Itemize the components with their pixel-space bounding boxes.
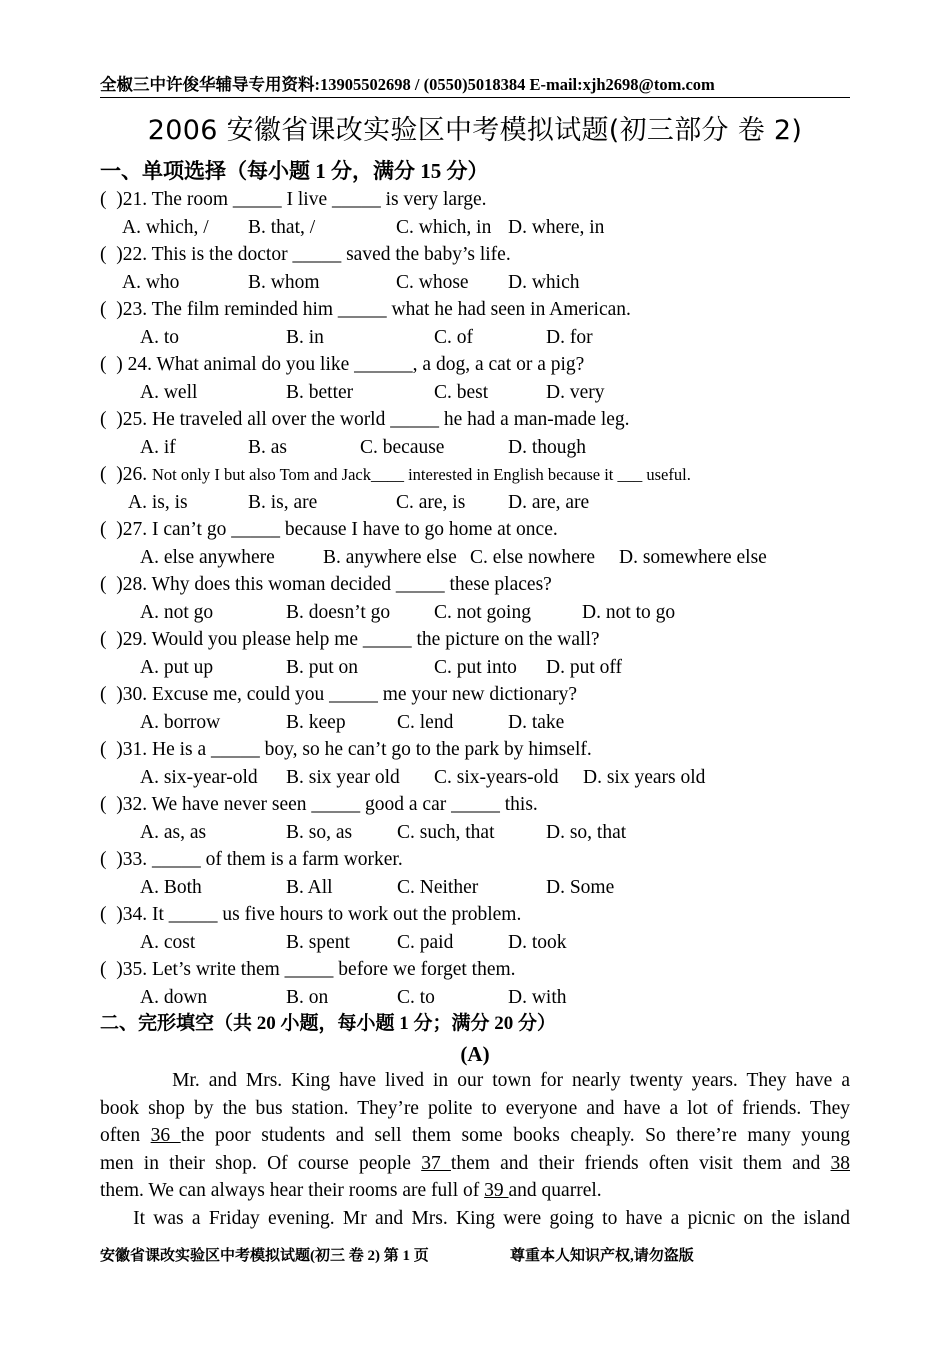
passage-text: the poor students and sell them some books cheaply. So there’re many young [180,1125,850,1146]
option-d: D. took [508,931,567,953]
option-b: B. anywhere else [323,546,457,568]
option-a: A. down [140,986,208,1008]
question-stem [100,461,850,489]
option-a: A. which, / [122,216,209,238]
question-stem: ( )23. The film reminded him _____ what he had seen in American. [100,299,631,320]
passage-line [100,1205,850,1233]
option-row [100,984,850,1012]
passage-a-title: (A) [460,1042,490,1066]
section-cloze-heading: 二、完形填空（共 20 小题，每小题 1 分；满分 20 分） [100,1013,557,1034]
option-d: D. very [546,381,605,403]
question-stem: ( )22. This is the doctor _____ saved the baby’s life. [100,244,511,265]
option-c: C. not going [434,601,531,623]
option-b: B. on [286,986,329,1008]
footer-copyright: 尊重本人知识产权,请勿盗版 [510,1248,694,1264]
passage-text: them and their friends often visit them and [450,1152,831,1174]
option-row [100,214,850,242]
option-b: B. so, as [286,821,353,843]
question-text: Not only I but also Tom and Jack____ interested in English because it ___ useful. [152,465,691,484]
option-row [100,434,850,462]
passage-text: often [100,1125,151,1146]
option-b: B. as [248,436,287,458]
option-row [100,654,850,682]
option-c: C. lend [397,711,454,733]
passage-line [100,1177,850,1205]
option-row [100,379,850,407]
question-stem: ( )25. He traveled all over the world _____ he had a man-made leg. [100,409,630,430]
option-d: D. which [508,271,580,293]
option-a: A. to [140,326,179,348]
passage-text: men in their shop. Of course people [100,1152,422,1174]
blank-38: 38 [830,1152,851,1174]
blank-36: 36 [150,1125,181,1146]
option-row [100,709,850,737]
option-b: B. spent [286,931,350,953]
option-a: A. if [140,436,176,458]
option-a: A. put up [140,656,214,678]
cloze-passage [100,1067,850,1232]
section-single-choice-heading: 一、单项选择（每小题 1 分，满分 15 分） [100,159,489,183]
passage-text: them. We can always hear their rooms are full of [100,1180,485,1201]
option-c: C. Neither [397,876,479,898]
option-row [100,324,850,352]
option-d: D. with [508,986,567,1008]
option-b: B. in [286,326,324,348]
passage-line [100,1122,850,1150]
option-b: B. six year old [286,766,400,788]
blank-39: 39 [484,1180,509,1201]
option-a: A. six-year-old [140,766,258,788]
option-row [100,819,850,847]
option-d: D. Some [546,876,615,898]
option-b: B. doesn’t go [286,601,391,623]
question-stem: ( )34. It _____ us five hours to work out the problem. [100,904,522,925]
question-stem: ( ) 24. What animal do you like ______, a dog, a cat or a pig? [100,354,585,375]
option-a: A. else anywhere [140,546,275,568]
option-a: A. is, is [128,491,188,513]
option-b: B. that, / [248,216,316,238]
option-c: C. such, that [397,821,495,843]
option-row [100,269,850,297]
option-d: D. take [508,711,565,733]
option-row [100,929,850,957]
option-d: D. for [546,326,593,348]
passage-text: Mr. and Mrs. King have lived in our town for nearly twenty years. They have a [100,1070,850,1091]
option-row [100,489,850,517]
page-footer [100,1246,850,1266]
option-c: C. paid [397,931,454,953]
option-row [100,874,850,902]
option-a: A. as, as [140,821,207,843]
option-c: C. are, is [396,491,466,513]
option-d: D. though [508,436,586,458]
option-a: A. well [140,381,198,403]
question-stem: ( )28. Why does this woman decided _____ these places? [100,574,552,595]
exam-title: 2006 安徽省课改实验区中考模拟试题(初三部分 卷 2) [147,115,803,146]
option-b: B. put on [286,656,359,678]
option-a: A. cost [140,931,196,953]
blank-37: 37 [421,1152,451,1174]
option-c: C. six-years-old [434,766,559,788]
option-b: B. better [286,381,354,403]
option-d: D. are, are [508,491,590,513]
option-d: D. so, that [546,821,627,843]
passage-line [100,1150,850,1178]
passage-line [100,1095,850,1123]
footer-page-info: 安徽省课改实验区中考模拟试题(初三 卷 2) 第 1 页 [100,1248,429,1264]
option-a: A. who [122,271,180,293]
option-c: C. put into [434,656,517,678]
option-row [100,544,850,572]
option-c: C. to [397,986,435,1008]
option-d: D. where, in [508,216,605,238]
passage-text: It was a Friday evening. Mr and Mrs. King were going to have a picnic on the island [100,1207,850,1229]
question-stem: ( )30. Excuse me, could you _____ me your new dictionary? [100,684,578,705]
question-stem: ( )31. He is a _____ boy, so he can’t go to the park by himself. [100,739,592,760]
passage-line [100,1067,850,1095]
option-d: D. not to go [582,601,676,623]
passage-text: book shop by the bus station. They’re polite to everyone and have a lot of friends. They [100,1097,850,1119]
option-row [100,764,850,792]
option-a: A. borrow [140,711,221,733]
option-c: C. which, in [396,216,492,238]
question-stem: ( )35. Let’s write them _____ before we forget them. [100,959,516,980]
passage-text: and quarrel. [508,1180,602,1201]
option-b: B. whom [248,271,320,293]
option-d: D. somewhere else [619,546,767,568]
question-stem: ( )29. Would you please help me _____ the picture on the wall? [100,629,600,650]
question-stem: ( )21. The room _____ I live _____ is very large. [100,189,487,210]
option-b: B. is, are [248,491,318,513]
option-row [100,599,850,627]
page-header: 全椒三中许俊华辅导专用资料:13905502698 / (0550)5018384 E-mail:xjh2698@tom.com [100,74,850,98]
option-c: C. else nowhere [470,546,596,568]
question-stem: ( )33. _____ of them is a farm worker. [100,849,403,870]
question-stem: ( )32. We have never seen _____ good a car _____ this. [100,794,538,815]
option-c: C. whose [396,271,469,293]
option-b: B. keep [286,711,346,733]
option-b: B. All [286,876,333,898]
option-c: C. because [360,436,445,458]
option-a: A. Both [140,876,202,898]
option-c: C. of [434,326,473,348]
option-a: A. not go [140,601,214,623]
option-c: C. best [434,381,489,403]
option-d: D. put off [546,656,623,678]
question-number: ( )26. [100,464,152,485]
option-d: D. six years old [583,766,706,788]
question-stem: ( )27. I can’t go _____ because I have to go home at once. [100,519,558,540]
question-list [100,186,850,1011]
